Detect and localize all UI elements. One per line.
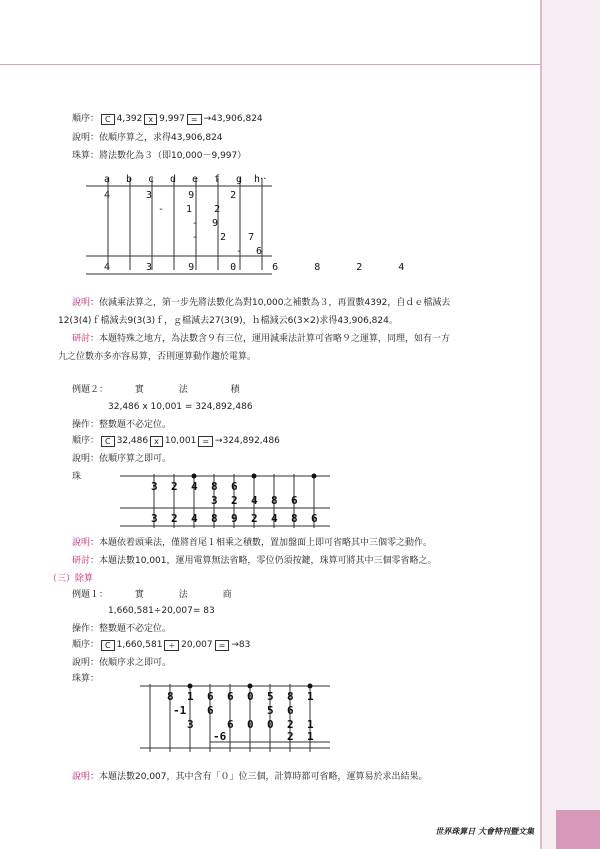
equals-key: = <box>198 436 213 447</box>
digit: 6 <box>287 704 294 717</box>
unit-dot <box>312 474 317 479</box>
digit: 3 <box>151 512 158 525</box>
order-label: 順序： <box>72 436 100 446</box>
explain-2: 說明：依順序算之即可。 <box>72 454 172 464</box>
order-line-2 <box>72 436 280 447</box>
digit: 2 <box>171 512 178 525</box>
para-text: ：依減乘法算之，第一步先將法數化為對10,000之補數為３，再置數4392，自ｄｅ檔減去 <box>90 298 451 308</box>
header-product: 積 <box>230 385 240 395</box>
unit-dot <box>252 474 257 479</box>
example-2-equation: 32,486 x 10,001 = 324,892,486 <box>108 402 253 412</box>
abacus-row: - 1 2 <box>158 204 229 215</box>
header-dividend: 實 <box>134 590 144 600</box>
digit: 2 <box>287 730 294 743</box>
label-explain: 說明 <box>72 772 91 782</box>
order-label: 順序： <box>72 640 100 650</box>
sec3-note <box>72 772 428 783</box>
digit: -1 <box>173 704 187 717</box>
digit: 3 <box>151 480 158 493</box>
top-rule <box>0 64 540 65</box>
digit: 5 <box>267 690 274 703</box>
operand-a: 4,392 <box>116 114 143 124</box>
side-bar <box>540 0 600 849</box>
digit: 1 <box>187 690 194 703</box>
operand-b: 9,997 <box>159 114 185 124</box>
digit: 6 <box>227 690 234 703</box>
abacus-row: - 2 7 <box>192 232 263 243</box>
digit: 2 <box>231 494 238 507</box>
unit-dot <box>192 474 197 479</box>
ex2-note-2 <box>72 556 437 567</box>
para-1-line-1 <box>72 298 450 309</box>
para-1-line-2: 12(3(4)ｆ檔減去9(3(3)ｆ，ｇ檔減去27(3(9)，ｈ檔減云6(3×2)求得43,906,824。 <box>58 316 398 326</box>
digit: 0 <box>267 718 274 731</box>
abacus-row: 4 3 9 2 <box>104 190 252 201</box>
col-label: g <box>236 174 243 185</box>
explain-3: 說明：依順序求之即可。 <box>72 658 172 668</box>
digit: 1 <box>307 690 314 703</box>
example-title: 例題１： <box>72 590 109 600</box>
label-explain: 說明 <box>72 298 91 308</box>
digit: 6 <box>311 512 318 525</box>
footer-title: 世界珠算日 大會特刊暨文集 <box>435 827 534 836</box>
digit: 5 <box>267 704 274 717</box>
digit: 8 <box>271 494 278 507</box>
header-real: 實 <box>134 385 144 395</box>
col-label: c <box>148 174 155 185</box>
result: →43,906,824 <box>203 114 263 124</box>
col-label: a <box>104 174 111 185</box>
digit: 4 <box>251 494 258 507</box>
example-2-op: 操作：整數題不必定位。 <box>72 420 172 430</box>
digit: 6 <box>291 494 298 507</box>
multiply-key: x <box>144 114 157 125</box>
order-line-3 <box>72 640 250 651</box>
header-quotient: 商 <box>222 590 232 600</box>
order-line-1 <box>72 114 263 125</box>
abacus-label-2: 珠 <box>72 472 82 482</box>
header-divisor: 法 <box>178 590 188 600</box>
label-discuss: 研討 <box>72 556 91 566</box>
label-discuss: 研討 <box>72 334 91 344</box>
explain-1: 說明：依順序算之，求得43,906,824 <box>72 133 223 143</box>
note-text: ：本題依着頭乘法，僅將首尾１相乘之積數，置加盤面上即可省略其中三個零之動作。 <box>90 538 433 548</box>
operand-a: 1,660,581 <box>116 640 163 650</box>
digit: 8 <box>211 480 218 493</box>
col-label: b <box>126 174 133 185</box>
para-text: ：本題特殊之地方，為法數含９有三位，運用減乘法計算可省略９之運算，同理，如有一方 <box>90 334 451 344</box>
para-2-line-2: 九之位數亦多亦容易算，否則運算動作趨於電算。 <box>58 352 257 362</box>
digit: 8 <box>291 512 298 525</box>
col-label: h‧‧ <box>254 174 267 185</box>
clear-key: C <box>101 436 115 447</box>
digit: 4 <box>271 512 278 525</box>
digit: 1 <box>307 730 314 743</box>
example-3-header <box>72 590 232 601</box>
abacus-row: - 6 <box>236 246 267 257</box>
abacus-label-3: 珠算： <box>72 674 100 684</box>
unit-dot <box>248 684 253 689</box>
abacus-intro-1: 珠算：將法數化為３（即10,000－9,997） <box>72 151 247 161</box>
order-label: 順序： <box>72 114 100 124</box>
unit-dot <box>188 684 193 689</box>
digit: 0 <box>247 690 254 703</box>
abacus-final: 4 3 9 0 6 8 2 4 <box>104 262 420 273</box>
digit: 2 <box>287 718 294 731</box>
digit: 6 <box>231 480 238 493</box>
example-3-op: 操作：整數題不必定位。 <box>72 624 172 634</box>
operand-b: 20,007 <box>181 640 213 650</box>
note-text: ：本題法數10,001，運用電算無法省略，零位仍須按鍵，珠算可將其中三個零省略之。 <box>90 556 437 566</box>
label-explain: 說明 <box>72 538 91 548</box>
header-multiplier: 法 <box>178 385 188 395</box>
digit: 8 <box>167 690 174 703</box>
unit-dot <box>308 684 313 689</box>
digit: 2 <box>171 480 178 493</box>
col-label: d <box>170 174 177 185</box>
digit: 1 <box>307 718 314 731</box>
example-2-header <box>72 385 240 396</box>
digit: -6 <box>213 730 227 743</box>
digit: 6 <box>227 718 234 731</box>
abacus-row: - 9 <box>192 218 223 229</box>
equals-key: = <box>187 114 202 125</box>
operand-a: 32,486 <box>116 436 149 446</box>
digit: 3 <box>211 494 218 507</box>
divide-key: ÷ <box>164 640 179 651</box>
note-text: ：本題法數20,007，其中含有「０」位三個，計算時都可省略，運算易於求出結果。 <box>90 772 428 782</box>
operand-b: 10,001 <box>164 436 197 446</box>
digit: 9 <box>231 512 238 525</box>
example-3-equation: 1,660,581÷20,007= 83 <box>108 606 215 616</box>
digit: 0 <box>247 718 254 731</box>
abacus-diagram-2 <box>120 470 340 530</box>
abacus-diagram-3 <box>140 680 340 760</box>
ex2-note-1 <box>72 538 432 549</box>
digit: 8 <box>287 690 294 703</box>
section-title-division: （三）除算 <box>48 574 94 584</box>
clear-key: C <box>101 640 115 651</box>
digit: 4 <box>191 512 198 525</box>
abacus-diagram-1 <box>84 170 420 280</box>
digit: 4 <box>191 480 198 493</box>
equals-key: = <box>215 640 230 651</box>
multiply-key: x <box>150 436 163 447</box>
digit: 6 <box>207 704 214 717</box>
corner-block <box>556 810 600 849</box>
example-title: 例題２： <box>72 385 109 395</box>
result: →83 <box>231 640 251 650</box>
clear-key: C <box>101 114 115 125</box>
result: →324,892,486 <box>215 436 280 446</box>
digit: 2 <box>251 512 258 525</box>
digit: 6 <box>207 690 214 703</box>
col-label: f <box>214 174 221 185</box>
col-label: e <box>192 174 199 185</box>
digit: 3 <box>187 718 194 731</box>
para-2-line-1 <box>72 334 450 345</box>
digit: 8 <box>211 512 218 525</box>
